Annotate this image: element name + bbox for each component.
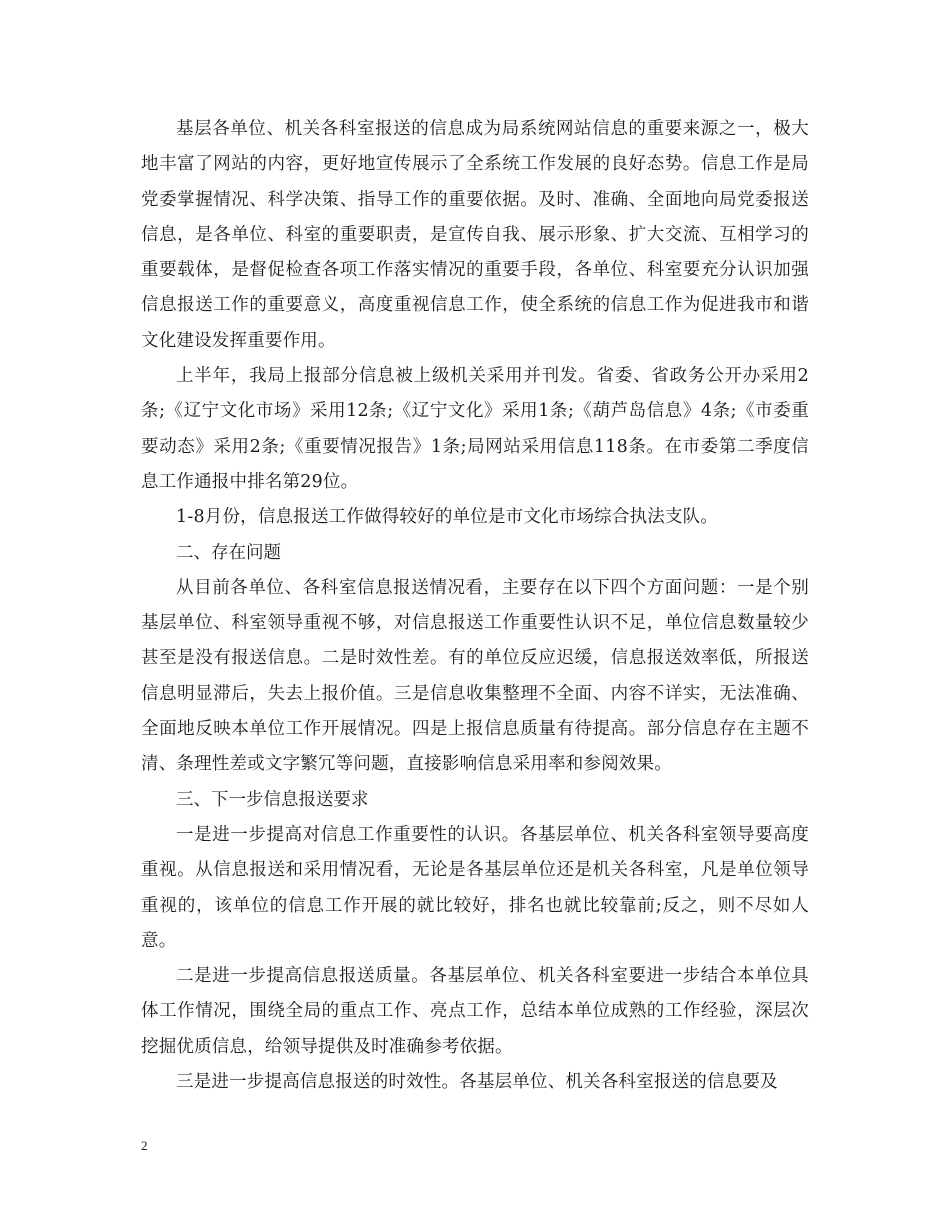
section-heading-problems: 二、存在问题 [176,542,281,563]
document-body [141,112,809,1100]
paragraph-intro: 基层各单位、机关各科室报送的信息成为局系统网站信息的重要来源之一，极大地丰富了网站的内容，更好地宣传展示了全系统工作发展的良好态势。信息工作是局党委掌握情况、科学决策、指导工作的重要依据。及时、准确、全面地向局党委报送信息，是各单位、科室的重要职责，是宣传自我、展示形象、扩大交流、互相学习的重要载体，是督促检查各项工作落实情况的重要手段，各单位、科室要充分认识加强信息报送工作的重要意义，高度重视信息工作，使全系统的信息工作为促进我市和谐文化建设发挥重要作用。 [141,119,809,351]
page-number: 2 [141,1138,148,1153]
paragraph-requirement-2: 二是进一步提高信息报送质量。各基层单位、机关各科室要进一步结合本单位具体工作情况，围绕全局的重点工作、亮点工作，总结本单位成熟的工作经验，深层次挖掘优质信息，给领导提供及时准确参考依据。 [141,966,809,1057]
section-heading-requirements: 三、下一步信息报送要求 [176,789,369,810]
paragraph-requirement-1: 一是进一步提高对信息工作重要性的认识。各基层单位、机关各科室领导要高度重视。从信息报送和采用情况看，无论是各基层单位还是机关各科室，凡是单位领导重视的，该单位的信息工作开展的就比较好，排名也就比较靠前;反之，则不尽如人意。 [141,824,809,951]
paragraph-best-unit: 1-8月份，信息报送工作做得较好的单位是市文化市场综合执法支队。 [176,507,719,528]
paragraph-first-half-year: 上半年，我局上报部分信息被上级机关采用并刊发。省委、省政务公开办采用2条;《辽宁文化市场》采用12条;《辽宁文化》采用1条;《葫芦岛信息》4条;《市委重要动态》采用2条;《重要情况报告》1条;局网站采用信息118条。在市委第二季度信息工作通报中排名第29位。 [141,366,809,492]
paragraph-problems: 从目前各单位、各科室信息报送情况看，主要存在以下四个方面问题：一是个别基层单位、科室领导重视不够，对信息报送工作重要性认识不足，单位信息数量较少甚至是没有报送信息。二是时效性差。有的单位反应迟缓，信息报送效率低，所报送信息明显滞后，失去上报价值。三是信息收集整理不全面、内容不详实，无法准确、全面地反映本单位工作开展情况。四是上报信息质量有待提高。部分信息存在主题不清、条理性差或文字繁冗等问题，直接影响信息采用率和参阅效果。 [141,577,809,775]
paragraph-requirement-3: 三是进一步提高信息报送的时效性。各基层单位、机关各科室报送的信息要及 [176,1072,778,1093]
